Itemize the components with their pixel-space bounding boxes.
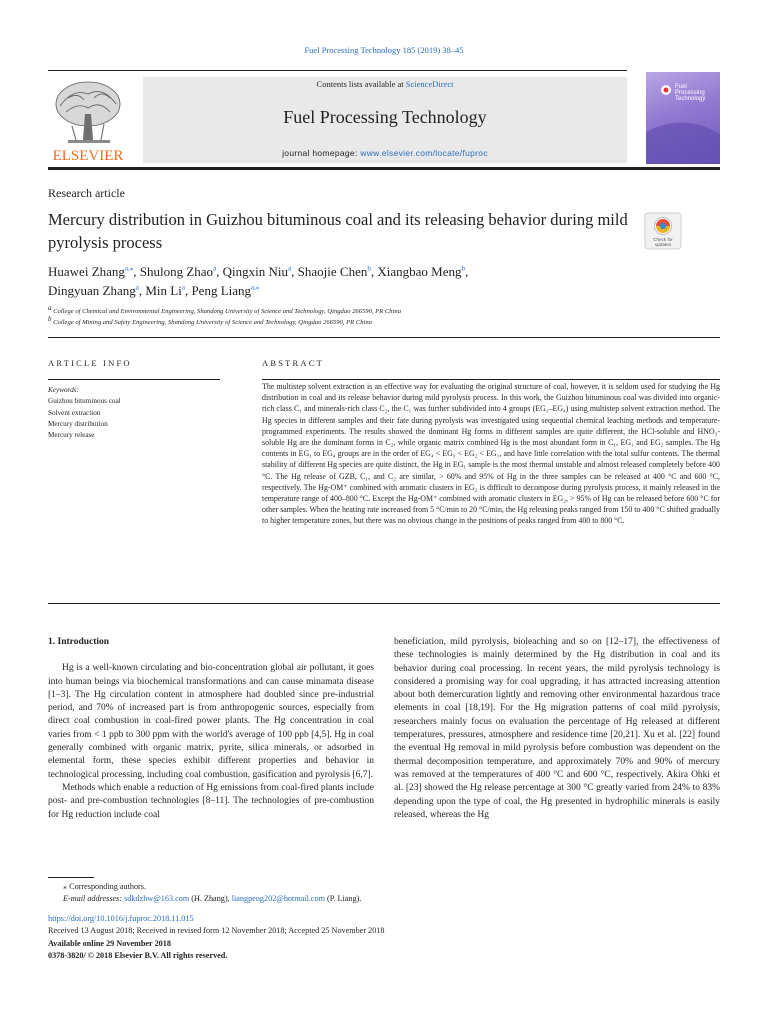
article-title: Mercury distribution in Guizhou bituminous coal and its releasing behavior during mild pyrolysis process: [48, 210, 628, 252]
header-bottom-rule: [48, 167, 720, 170]
author-affiliation-link[interactable]: a,⁎: [124, 264, 134, 273]
author-affiliation-link[interactable]: a: [181, 283, 185, 292]
cover-title-3: Technology: [675, 96, 706, 102]
body-paragraph: Hg is a well-known circulating and bio-concentration global air pollutant, it goes into human beings via biochemical transformations and can cause minamata disease [1–3]. The Hg circulation content in atmosphere had doubled since pre-industrial period, and 70% of increased part is from anthropogenic sources, especially from direct coal combustion in coal-fired power plants. The Hg concentration in coal varies from < 1 ppb to 300 ppm with the world's average of 100 ppb [4,5]. Hg in coal generally combined with organic matrix, pyrite, silica minerals, or adsorbed in elemental form, these species exhibit different properties and behavior in technological processing, including coal combustion, gasification and pyrolysis [6,7].: [48, 663, 374, 780]
cover-title-1: Fuel: [675, 84, 687, 90]
author-list: Huawei Zhang$^{a,⁎}$, Shulong Zhao$^a$, Qingxin Niu$^a$, Shaojie Chen$^b$, Xiangbao Meng$^b$, Dingyuan Zhang$^a$, Min Li$^a$, Peng Liang$^{a,⁎}$: [48, 264, 469, 298]
doi-link[interactable]: https://doi.org/10.1016/j.fuproc.2018.11.015: [48, 914, 194, 923]
author-affiliation-link[interactable]: a: [288, 264, 292, 273]
contents-prefix: Contents lists available at: [316, 79, 406, 89]
author-affiliation-link[interactable]: a,⁎: [251, 283, 260, 292]
elsevier-tree-icon: [48, 76, 128, 164]
abstract-bottom-rule: [48, 603, 720, 604]
sciencedirect-link[interactable]: ScienceDirect: [405, 79, 454, 89]
author-name: Dingyuan Zhang: [48, 283, 136, 298]
email-label: E-mail addresses:: [63, 894, 125, 904]
journal-header-box: [143, 77, 627, 163]
author-name: Shulong Zhao: [139, 264, 214, 279]
publication-info: [48, 913, 548, 962]
article-type: Research article: [48, 186, 125, 200]
crossmark-label-2: updates: [654, 242, 672, 247]
journal-citation-link[interactable]: Fuel Processing Technology 185 (2019) 38–45: [304, 45, 464, 55]
crossmark-label-1: Check for: [653, 237, 673, 242]
keyword-item: Mercury distribution: [48, 419, 108, 428]
author-name: Peng Liang: [191, 283, 252, 298]
elsevier-logo-text: ELSEVIER: [52, 148, 124, 164]
keywords-label: Keywords:: [48, 386, 79, 394]
homepage-line: [143, 148, 627, 158]
article-info-heading: ARTICLE INFO: [48, 358, 132, 368]
cover-graphic-icon: [646, 72, 720, 164]
abstract-heading: ABSTRACT: [262, 358, 324, 368]
affiliation-rule: [48, 337, 720, 338]
article-info-rule: [48, 379, 220, 380]
affiliation-item: [48, 314, 688, 328]
affiliations: [48, 303, 688, 328]
affiliation-mark: a: [48, 303, 52, 312]
affiliation-mark: b: [48, 314, 52, 323]
available-online: Available online 29 November 2018: [48, 938, 171, 948]
elsevier-logo: [48, 76, 128, 164]
copyright: 0378-3820/ © 2018 Elsevier B.V. All rights reserved.: [48, 950, 228, 960]
email-note: [48, 893, 548, 905]
abstract-text: The multistep solvent extraction is an effective way for evaluating the original structure of coal, however, it is seldom used for studying the Hg distribution in coal and its release behavior during mild pyrolysis process. In this work, the Guizhou bituminous coal was divided into organic-rich class C₁ and minerals-rich class C₂, the C₁ was further subdivided into 4 groups (EG₁–EG₄) using multistep solvent extraction method. The Hg species in different samples and their fate during pyrolysis was investigated using sequential chemical leaching methods and temperature-programmed experiments. The results showed the dominant Hg forms in different samples are quite different, the HCl-soluble and HNO₃-soluble Hg are the dominant forms in C₂, while organic matrix combined Hg is the most abundant form in C₁, EG₁ and EG₂ samples. The Hg contents in EG₁ to EG₄ groups are in the order of EG₄ < EG₃ < EG₂ < EG₁, and have little correlation with the total sulfur contents. The thermal stability of different Hg species are quite distinct, the Hg in EG₁ sample is the most thermal unstable and almost released completely before 400 °C. The Hg release of GZB, C₁, and C₂ are similar, > 60% and 95% of Hg in the three samples can be released at 400 °C and 600 °C, respectively. The Hg-OM⁺ combined with aromatic clusters in EG₂ is difficult to decompose during pyrolysis process, it mainly released in the temperature range of 400–800 °C. Except the Hg-OM⁺ combined with aromatic clusters in EG₂, > 95% of Hg can be released before 600 °C for other samples. When the heating rate increased from 5 °C/min to 20 °C/min, the Hg releasing peaks ranged from 150 to 400 °C shifted gradually to higher temperature zones, but there was no obvious change in the positions of peaks ranged from 400 to 800 °C.: [262, 382, 720, 526]
homepage-prefix: journal homepage:: [282, 148, 361, 158]
journal-name: Fuel Processing Technology: [283, 107, 487, 127]
keywords-block: [48, 385, 220, 441]
body-column-right: [394, 636, 720, 822]
contents-line: [143, 79, 627, 89]
email-link-liang[interactable]: liangpeng202@hotmail.com: [231, 894, 325, 904]
author-name: Huawei Zhang: [48, 264, 125, 279]
author-name: Xiangbao Meng: [377, 264, 462, 279]
footnotes: [48, 881, 548, 906]
keyword-item: Mercury release: [48, 431, 95, 440]
body-column-left: [48, 636, 374, 822]
affiliation-text: College of Chemical and Environmental Engineering, Shandong University of Science and Technology, Qingdao 266590, PR China: [53, 308, 401, 315]
author-affiliation-link[interactable]: b: [461, 264, 465, 273]
footnote-rule: [48, 877, 94, 878]
keyword-item: Guizhou bituminous coal: [48, 397, 121, 406]
keyword-item: Solvent extraction: [48, 408, 101, 417]
author-name: Qingxin Niu: [222, 264, 289, 279]
abstract-rule: [262, 379, 720, 380]
email-link-zhang[interactable]: sdkdzhw@163.com: [124, 894, 190, 904]
author-name: Min Li: [145, 283, 182, 298]
email-owner: (H. Zhang),: [189, 894, 232, 904]
journal-cover-image[interactable]: [646, 72, 720, 164]
cover-title-2: Processing: [675, 90, 705, 96]
author-name: Shaojie Chen: [297, 264, 368, 279]
body-paragraph: beneficiation, mild pyrolysis, bioleaching and so on [12–17], the effectiveness of these technologies is mainly determined by the Hg distribution in coal and its behavior during coal processing. In recent years, the mild pyrolysis technology is considered a promising way for coal upgrading, it has attracted increasing attention about both demercuration lightly and removing other environmental hazardous trace elements in coal [18,19]. For the Hg migration patterns of coal mild pyrolysis, researchers mainly focus on evaluation the percentage of Hg released at different temperatures, pressures, atmosphere and residence time [20,21]. Xu et al. [22] found the eventual Hg removal in mild pyrolysis before combustion was dependent on the thermal decomposition temperature, and approximately 70% and 90% of mercury was removed at the temperatures of 400 °C and 600 °C, respectively. Akira Ohki et al. [23] showed the Hg release percentage at 300 °C greatly varied from 24% to 83% depending upon the type of coal, the Hg presented in hydrophilic minerals is easily released, whereas the Hg: [394, 637, 720, 820]
crossmark-icon: [644, 212, 682, 250]
author-affiliation-link[interactable]: a: [213, 264, 217, 273]
affiliation-text: College of Mining and Safety Engineering, Shandong University of Science and Technology, Qingdao 266590, PR China: [53, 319, 372, 326]
email-owner: (P. Liang).: [324, 894, 362, 904]
journal-homepage-link[interactable]: www.elsevier.com/locate/fuproc: [360, 148, 488, 158]
received-dates: Received 13 August 2018; Received in revised form 12 November 2018; Accepted 25 November 2018: [48, 926, 385, 936]
section-heading: 1. Introduction: [48, 637, 110, 647]
corresponding-note: ⁎ Corresponding authors.: [63, 882, 147, 891]
header-top-rule: [48, 70, 627, 71]
body-paragraph: Methods which enable a reduction of Hg emissions from coal-fired plants include post- and pre-combustion technologies [8–11]. The technologies of pre-combustion for Hg reduction include coal: [48, 782, 374, 820]
author-affiliation-link[interactable]: b: [367, 264, 371, 273]
affiliation-item: [48, 303, 688, 317]
check-for-updates-button[interactable]: [644, 212, 682, 250]
author-affiliation-link[interactable]: a: [135, 283, 139, 292]
